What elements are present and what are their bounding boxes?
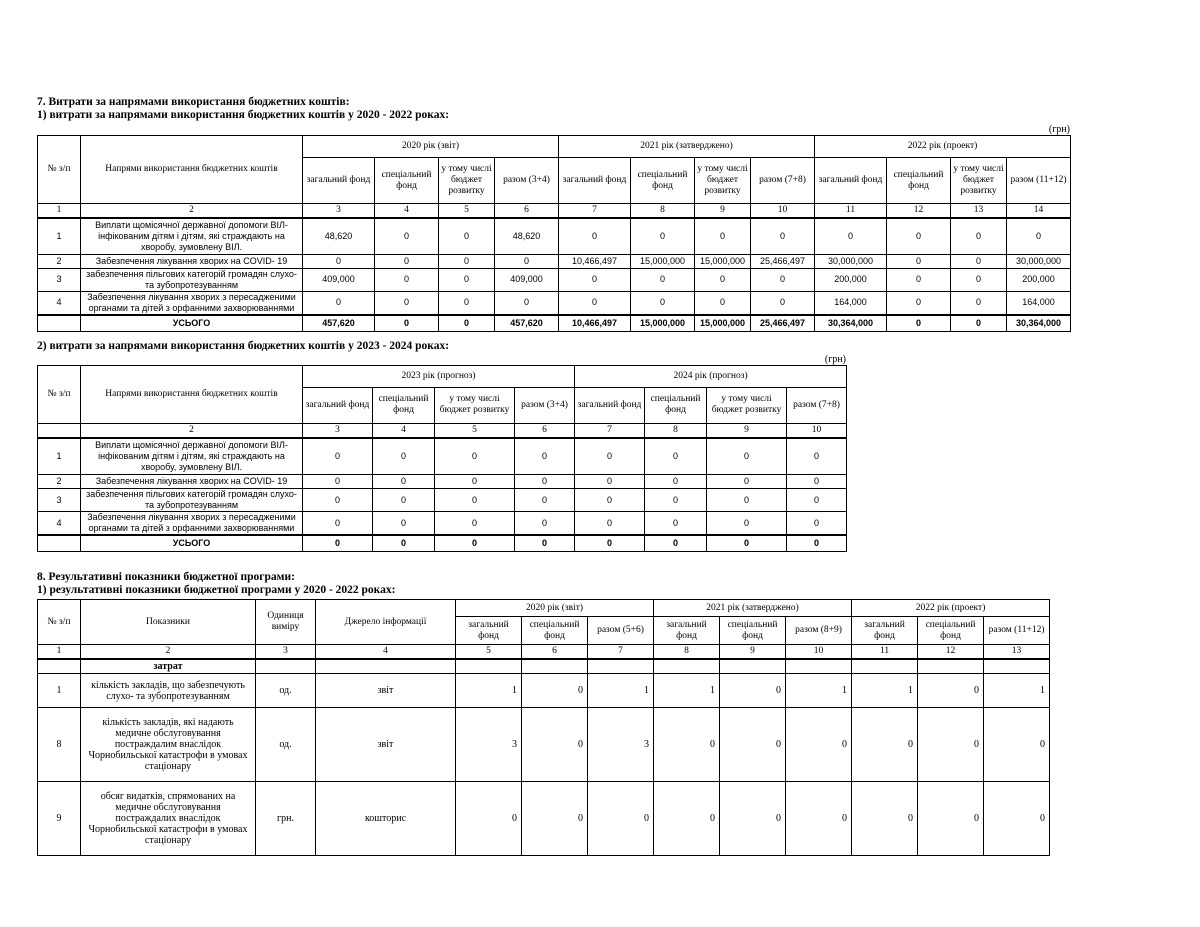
header-year-2021: 2021 рік (затверджено)	[559, 136, 815, 158]
header-cell: у тому числі бюджет розвитку	[707, 387, 787, 423]
value-cell: 1	[786, 674, 852, 708]
value-cell: 0	[303, 254, 375, 268]
value-cell: 0	[439, 268, 495, 291]
value-cell: 0	[373, 489, 435, 512]
header-cell: спеціальний фонд	[720, 617, 786, 645]
header-year-2023: 2023 рік (прогноз)	[303, 365, 575, 387]
colnum-cell: 6	[522, 645, 588, 660]
value-cell: 0	[786, 782, 852, 856]
value-cell: 0	[984, 782, 1050, 856]
header-cell: загальний фонд	[815, 158, 887, 204]
total-value-cell: 25,466,497	[751, 315, 815, 332]
value-cell: 0	[951, 291, 1007, 315]
colnum-cell: 3	[303, 423, 373, 438]
value-cell: 48,620	[495, 218, 559, 254]
value-cell: 0	[435, 489, 515, 512]
value-cell: 0	[522, 782, 588, 856]
currency-note-1: (грн)	[1048, 124, 1070, 135]
header-cell: разом (3+4)	[495, 158, 559, 204]
header-cell: загальний фонд	[303, 158, 375, 204]
value-cell: 0	[435, 512, 515, 536]
total-value-cell: 0	[951, 315, 1007, 332]
value-cell: 0	[645, 512, 707, 536]
value-cell: 0	[495, 291, 559, 315]
table-row	[38, 674, 1050, 708]
header-num: № з/п	[38, 136, 81, 204]
value-cell: 0	[887, 268, 951, 291]
colnum-cell: 4	[373, 423, 435, 438]
colnum-cell: 2	[81, 204, 303, 219]
value-cell: 0	[375, 218, 439, 254]
value-cell: 0	[515, 438, 575, 475]
value-cell: 0	[707, 438, 787, 475]
header-cell: загальний фонд	[852, 617, 918, 645]
indicator-name-cell: кількість закладів, які надають медичне обслуговування постраждалим внаслідок Чорнобильської катастрофи в умовах стаціонару	[81, 708, 256, 782]
value-cell: 0	[559, 218, 631, 254]
value-cell: 0	[695, 291, 751, 315]
header-cell: спеціальний фонд	[645, 387, 707, 423]
total-value-cell: 30,364,000	[815, 315, 887, 332]
value-cell: 15,000,000	[631, 254, 695, 268]
colnum-cell: 2	[81, 645, 256, 660]
value-cell: 1	[456, 674, 522, 708]
value-cell: 0	[439, 291, 495, 315]
source-cell: кошторис	[316, 782, 456, 856]
empty-cell	[38, 659, 81, 674]
colnum-cell: 11	[852, 645, 918, 660]
value-cell: 0	[654, 708, 720, 782]
value-cell: 0	[707, 512, 787, 536]
value-cell: 1	[654, 674, 720, 708]
header-cell: разом (7+8)	[787, 387, 847, 423]
value-cell: 0	[303, 475, 373, 489]
colnum-cell: 12	[887, 204, 951, 219]
header-cell: загальний фонд	[456, 617, 522, 645]
table-row	[38, 782, 1050, 856]
total-value-cell: 0	[575, 535, 645, 552]
value-cell: 0	[515, 475, 575, 489]
header-cell: спеціальний фонд	[375, 158, 439, 204]
value-cell: 0	[815, 218, 887, 254]
row-number-cell: 2	[38, 475, 81, 489]
table-row	[38, 489, 847, 512]
direction-name-cell: Забезпечення лікування хворих з пересадженими органами та дітей з орфанними захворюваннями	[81, 512, 303, 536]
value-cell: 0	[375, 254, 439, 268]
header-year-2021: 2021 рік (затверджено)	[654, 600, 852, 617]
value-cell: 164,000	[815, 291, 887, 315]
value-cell: 0	[373, 438, 435, 475]
unit-cell: грн.	[256, 782, 316, 856]
colnum-cell: 7	[559, 204, 631, 219]
empty-cell	[654, 659, 720, 674]
value-cell: 1	[984, 674, 1050, 708]
empty-cell	[522, 659, 588, 674]
indicator-name-cell: кількість закладів, що забезпечують слухо- та зубопротезуванням	[81, 674, 256, 708]
header-cell: у тому числі бюджет розвитку	[951, 158, 1007, 204]
value-cell: 0	[559, 291, 631, 315]
colnum-cell: 3	[303, 204, 375, 219]
header-cell: загальний фонд	[575, 387, 645, 423]
value-cell: 0	[435, 438, 515, 475]
colnum-cell: 1	[38, 645, 81, 660]
colnum-cell: 13	[951, 204, 1007, 219]
value-cell: 3	[588, 708, 654, 782]
value-cell: 0	[515, 512, 575, 536]
empty-cell	[38, 535, 81, 552]
row-number-cell: 3	[38, 268, 81, 291]
header-year-2024: 2024 рік (прогноз)	[575, 365, 847, 387]
value-cell: 0	[984, 708, 1050, 782]
value-cell: 0	[887, 291, 951, 315]
header-cell: разом (5+6)	[588, 617, 654, 645]
header-cell: у тому числі бюджет розвитку	[435, 387, 515, 423]
total-value-cell: 15,000,000	[631, 315, 695, 332]
value-cell: 0	[787, 489, 847, 512]
total-value-cell: 0	[435, 535, 515, 552]
header-cell: спеціальний фонд	[887, 158, 951, 204]
value-cell: 0	[786, 708, 852, 782]
colnum-cell: 5	[435, 423, 515, 438]
colnum-cell: 9	[720, 645, 786, 660]
empty-cell	[918, 659, 984, 674]
table-row	[38, 475, 847, 489]
colnum-cell: 13	[984, 645, 1050, 660]
value-cell: 0	[456, 782, 522, 856]
header-cell: загальний фонд	[559, 158, 631, 204]
colnum-cell: 8	[645, 423, 707, 438]
value-cell: 30,000,000	[815, 254, 887, 268]
colnum-cell: 10	[786, 645, 852, 660]
colnum-cell: 11	[815, 204, 887, 219]
column-number-row	[38, 645, 1050, 660]
table-row	[38, 512, 847, 536]
total-value-cell: 457,620	[303, 315, 375, 332]
total-value-cell: 0	[373, 535, 435, 552]
value-cell: 1	[588, 674, 654, 708]
unit-cell: од.	[256, 674, 316, 708]
total-value-cell: 0	[887, 315, 951, 332]
colnum-cell: 4	[316, 645, 456, 660]
value-cell: 3	[456, 708, 522, 782]
row-number-cell: 1	[38, 218, 81, 254]
direction-name-cell: забезпечення пільгових категорій громадян слухо- та зубопротезуванням	[81, 268, 303, 291]
colnum-cell: 10	[787, 423, 847, 438]
value-cell: 0	[645, 489, 707, 512]
section7-sub1-heading: 1) витрати за напрямами використання бюджетних коштів у 2020 - 2022 роках:	[37, 109, 450, 121]
header-directions: Напрями використання бюджетних коштів	[81, 365, 303, 423]
header-cell: разом (3+4)	[515, 387, 575, 423]
value-cell: 0	[631, 268, 695, 291]
value-cell: 0	[720, 708, 786, 782]
section7-heading: 7. Витрати за напрямами використання бюджетних коштів:	[37, 96, 350, 108]
value-cell: 0	[645, 438, 707, 475]
table-row	[38, 268, 1071, 291]
indicator-name-cell: обсяг видатків, спрямованих на медичне обслуговування постраждалих внаслідок Чорнобильської катастрофи в умовах стаціонару	[81, 782, 256, 856]
total-value-cell: 0	[303, 535, 373, 552]
group-label-cell: затрат	[81, 659, 256, 674]
value-cell: 0	[695, 218, 751, 254]
total-value-cell: 0	[515, 535, 575, 552]
empty-cell	[852, 659, 918, 674]
empty-cell	[316, 659, 456, 674]
header-year-2022: 2022 рік (проект)	[815, 136, 1071, 158]
header-year-2020: 2020 рік (звіт)	[303, 136, 559, 158]
column-number-row	[38, 423, 847, 438]
value-cell: 30,000,000	[1007, 254, 1071, 268]
total-value-cell: 30,364,000	[1007, 315, 1071, 332]
value-cell: 0	[631, 218, 695, 254]
expenses-2020-2022-table	[37, 135, 1071, 332]
value-cell: 0	[303, 489, 373, 512]
table-row	[38, 291, 1071, 315]
value-cell: 0	[559, 268, 631, 291]
value-cell: 0	[575, 489, 645, 512]
value-cell: 0	[303, 291, 375, 315]
total-row	[38, 535, 847, 552]
total-value-cell: 0	[439, 315, 495, 332]
colnum-cell: 10	[751, 204, 815, 219]
colnum-cell: 7	[575, 423, 645, 438]
header-year-2020: 2020 рік (звіт)	[456, 600, 654, 617]
colnum-cell: 9	[707, 423, 787, 438]
colnum-cell: 5	[456, 645, 522, 660]
value-cell: 0	[373, 512, 435, 536]
header-num: № з/п	[38, 365, 81, 423]
total-value-cell: 10,466,497	[559, 315, 631, 332]
total-value-cell: 0	[707, 535, 787, 552]
header-cell: разом (11+12)	[984, 617, 1050, 645]
value-cell: 0	[720, 674, 786, 708]
header-unit: Одиниця виміру	[256, 600, 316, 645]
colnum-cell: 8	[654, 645, 720, 660]
year-header-row	[38, 136, 1071, 158]
row-number-cell: 8	[38, 708, 81, 782]
header-source: Джерело інформації	[316, 600, 456, 645]
direction-name-cell: Виплати щомісячної державної допомоги ВІЛ-інфікованим дітям і дітям, які страждають на хворобу, зумовлену ВІЛ.	[81, 438, 303, 475]
header-cell: спеціальний фонд	[918, 617, 984, 645]
value-cell: 0	[575, 475, 645, 489]
value-cell: 0	[787, 475, 847, 489]
value-cell: 0	[575, 438, 645, 475]
value-cell: 0	[751, 291, 815, 315]
empty-cell	[786, 659, 852, 674]
value-cell: 0	[787, 512, 847, 536]
empty-cell	[984, 659, 1050, 674]
section8-heading: 8. Результативні показники бюджетної програми:	[37, 571, 295, 583]
value-cell: 409,000	[303, 268, 375, 291]
total-label-cell: УСЬОГО	[81, 315, 303, 332]
value-cell: 15,000,000	[695, 254, 751, 268]
header-cell: спеціальний фонд	[631, 158, 695, 204]
row-number-cell: 9	[38, 782, 81, 856]
empty-cell	[256, 659, 316, 674]
value-cell: 0	[522, 674, 588, 708]
value-cell: 0	[887, 254, 951, 268]
value-cell: 200,000	[815, 268, 887, 291]
direction-name-cell: Виплати щомісячної державної допомоги ВІЛ-інфікованим дітям і дітям, які страждають на хворобу, зумовлену ВІЛ.	[81, 218, 303, 254]
expenses-2023-2024-table	[37, 365, 847, 553]
table-row	[38, 254, 1071, 268]
colnum-cell: 7	[588, 645, 654, 660]
value-cell: 0	[852, 708, 918, 782]
colnum-cell: 6	[495, 204, 559, 219]
direction-name-cell: забезпечення пільгових категорій громадян слухо- та зубопротезуванням	[81, 489, 303, 512]
column-number-row	[38, 204, 1071, 219]
colnum-cell: 9	[695, 204, 751, 219]
value-cell: 0	[951, 254, 1007, 268]
header-cell: спеціальний фонд	[522, 617, 588, 645]
value-cell: 0	[695, 268, 751, 291]
unit-cell: од.	[256, 708, 316, 782]
header-cell: спеціальний фонд	[373, 387, 435, 423]
colnum-cell: 2	[81, 423, 303, 438]
total-value-cell: 457,620	[495, 315, 559, 332]
value-cell: 0	[522, 708, 588, 782]
value-cell: 0	[375, 268, 439, 291]
value-cell: 1	[852, 674, 918, 708]
colnum-cell: 5	[439, 204, 495, 219]
value-cell: 0	[918, 782, 984, 856]
value-cell: 0	[588, 782, 654, 856]
header-cell: разом (8+9)	[786, 617, 852, 645]
value-cell: 0	[918, 674, 984, 708]
row-number-cell: 4	[38, 291, 81, 315]
colnum-cell: 3	[256, 645, 316, 660]
value-cell: 0	[631, 291, 695, 315]
row-number-cell: 1	[38, 438, 81, 475]
value-cell: 200,000	[1007, 268, 1071, 291]
value-cell: 409,000	[495, 268, 559, 291]
colnum-cell: 4	[375, 204, 439, 219]
empty-cell	[720, 659, 786, 674]
row-number-cell: 1	[38, 674, 81, 708]
year-header-row	[38, 600, 1050, 617]
value-cell: 48,620	[303, 218, 375, 254]
direction-name-cell: Забезпечення лікування хворих на COVID- 19	[81, 254, 303, 268]
source-cell: звіт	[316, 674, 456, 708]
total-value-cell: 0	[645, 535, 707, 552]
value-cell: 0	[1007, 218, 1071, 254]
value-cell: 0	[951, 268, 1007, 291]
value-cell: 0	[720, 782, 786, 856]
direction-name-cell: Забезпечення лікування хворих з пересадженими органами та дітей з орфанними захворюваннями	[81, 291, 303, 315]
table-row	[38, 218, 1071, 254]
value-cell: 0	[495, 254, 559, 268]
header-cell: разом (7+8)	[751, 158, 815, 204]
table-row	[38, 438, 847, 475]
source-cell: звіт	[316, 708, 456, 782]
table-row	[38, 708, 1050, 782]
group-row	[38, 659, 1050, 674]
empty-cell	[588, 659, 654, 674]
header-directions: Напрями використання бюджетних коштів	[81, 136, 303, 204]
header-year-2022: 2022 рік (проект)	[852, 600, 1050, 617]
value-cell: 25,466,497	[751, 254, 815, 268]
value-cell: 0	[654, 782, 720, 856]
colnum-cell	[38, 423, 81, 438]
value-cell: 0	[375, 291, 439, 315]
colnum-cell: 12	[918, 645, 984, 660]
value-cell: 0	[852, 782, 918, 856]
colnum-cell: 8	[631, 204, 695, 219]
total-value-cell: 0	[787, 535, 847, 552]
header-cell: у тому числі бюджет розвитку	[439, 158, 495, 204]
value-cell: 164,000	[1007, 291, 1071, 315]
value-cell: 0	[951, 218, 1007, 254]
section8-sub1-heading: 1) результативні показники бюджетної програми у 2020 - 2022 роках:	[37, 584, 396, 596]
total-value-cell: 15,000,000	[695, 315, 751, 332]
value-cell: 0	[645, 475, 707, 489]
value-cell: 0	[435, 475, 515, 489]
value-cell: 0	[303, 438, 373, 475]
header-indicators: Показники	[81, 600, 256, 645]
value-cell: 0	[707, 475, 787, 489]
empty-cell	[456, 659, 522, 674]
colnum-cell: 6	[515, 423, 575, 438]
value-cell: 0	[439, 218, 495, 254]
header-cell: загальний фонд	[303, 387, 373, 423]
value-cell: 0	[887, 218, 951, 254]
value-cell: 0	[751, 218, 815, 254]
row-number-cell: 2	[38, 254, 81, 268]
header-num: № з/п	[38, 600, 81, 645]
empty-cell	[38, 315, 81, 332]
performance-indicators-table	[37, 599, 1050, 856]
value-cell: 10,466,497	[559, 254, 631, 268]
total-value-cell: 0	[375, 315, 439, 332]
direction-name-cell: Забезпечення лікування хворих на COVID- 19	[81, 475, 303, 489]
year-header-row	[38, 365, 847, 387]
row-number-cell: 4	[38, 512, 81, 536]
header-cell: загальний фонд	[654, 617, 720, 645]
section7-sub2-heading: 2) витрати за напрямами використання бюджетних коштів у 2023 - 2024 роках:	[37, 339, 450, 352]
header-cell: у тому числі бюджет розвитку	[695, 158, 751, 204]
value-cell: 0	[439, 254, 495, 268]
row-number-cell: 3	[38, 489, 81, 512]
total-row	[38, 315, 1071, 332]
value-cell: 0	[303, 512, 373, 536]
header-cell: разом (11+12)	[1007, 158, 1071, 204]
total-label-cell: УСЬОГО	[81, 535, 303, 552]
value-cell: 0	[751, 268, 815, 291]
colnum-cell: 14	[1007, 204, 1071, 219]
value-cell: 0	[575, 512, 645, 536]
value-cell: 0	[787, 438, 847, 475]
value-cell: 0	[373, 475, 435, 489]
colnum-cell: 1	[38, 204, 81, 219]
value-cell: 0	[918, 708, 984, 782]
value-cell: 0	[515, 489, 575, 512]
value-cell: 0	[707, 489, 787, 512]
currency-note-2: (грн)	[824, 353, 846, 365]
